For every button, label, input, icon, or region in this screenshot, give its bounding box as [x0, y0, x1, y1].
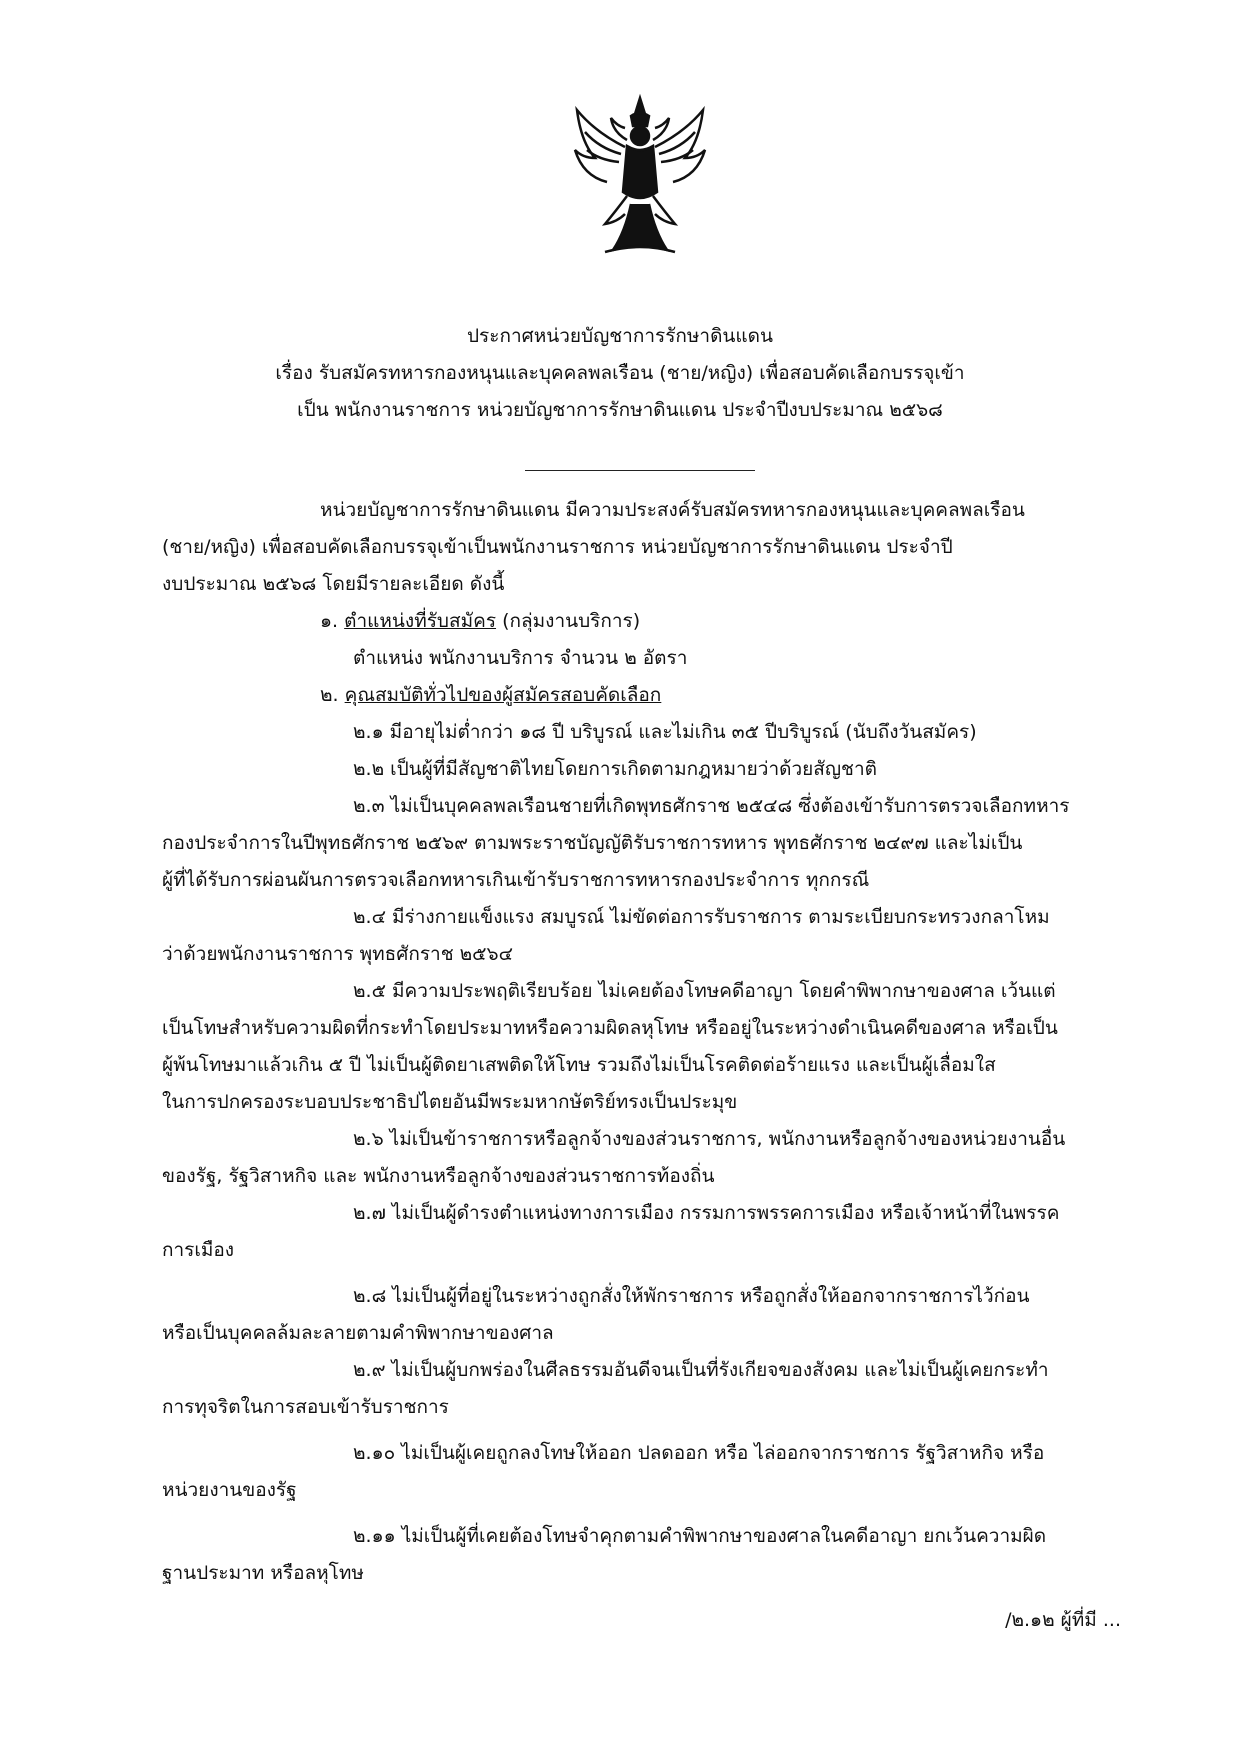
item-2-5-line-2: เป็นโทษสำหรับความผิดที่กระทำโดยประมาทหรือความผิดลหุโทษ หรืออยู่ในระหว่างดำเนินคดีของศาล หรือเป็น	[162, 1017, 1058, 1039]
item-2-2: ๒.๒ เป็นผู้ที่มีสัญชาติไทยโดยการเกิดตามกฎหมายว่าด้วยสัญชาติ	[353, 758, 877, 780]
announcement-title: ประกาศหน่วยบัญชาการรักษาดินแดน	[466, 325, 773, 347]
section-2-heading	[320, 683, 661, 707]
item-2-8-line-2: หรือเป็นบุคคลล้มละลายตามคำพิพากษาของศาล	[162, 1322, 554, 1344]
item-2-8-line-1: ๒.๘ ไม่เป็นผู้ที่อยู่ในระหว่างถูกสั่งให้พักราชการ หรือถูกสั่งให้ออกจากราชการไว้ก่อน	[353, 1285, 1030, 1307]
section-1-number: ๑.	[320, 610, 339, 632]
item-2-7-line-2: การเมือง	[162, 1239, 235, 1261]
item-2-9-line-1: ๒.๙ ไม่เป็นผู้บกพร่องในศีลธรรมอันดีจนเป็นที่รังเกียจของสังคม และไม่เป็นผู้เคยกระทำ	[353, 1359, 1049, 1381]
item-2-9-line-2: การทุจริตในการสอบเข้ารับราชการ	[162, 1396, 449, 1418]
item-2-5-line-3: ผู้พ้นโทษมาแล้วเกิน ๕ ปี ไม่เป็นผู้ติดยาเสพติดให้โทษ รวมถึงไม่เป็นโรคติดต่อร้ายแรง และเป็นผู้เลื่อมใส	[162, 1054, 996, 1076]
announcement-subject-line-1: เรื่อง รับสมัครทหารกองหนุนและบุคคลพลเรือน (ชาย/หญิง) เพื่อสอบคัดเลือกบรรจุเข้า	[275, 362, 965, 384]
intro-line-3: งบประมาณ ๒๕๖๘ โดยมีรายละเอียด ดังนี้	[162, 573, 505, 595]
item-2-6-line-1: ๒.๖ ไม่เป็นข้าราชการหรือลูกจ้างของส่วนราชการ, พนักงานหรือลูกจ้างของหน่วยงานอื่น	[353, 1128, 1066, 1150]
header-divider	[525, 470, 755, 471]
item-2-1: ๒.๑ มีอายุไม่ต่ำกว่า ๑๘ ปี บริบูรณ์ และไม่เกิน ๓๕ ปีบริบูรณ์ (นับถึงวันสมัคร)	[353, 721, 977, 743]
section-2-number: ๒.	[320, 684, 339, 706]
item-2-3-line-1: ๒.๓ ไม่เป็นบุคคลพลเรือนชายที่เกิดพุทธศักราช ๒๕๔๘ ซึ่งต้องเข้ารับการตรวจเลือกทหาร	[353, 795, 1070, 817]
item-2-11-line-2: ฐานประมาท หรือลหุโทษ	[162, 1562, 364, 1584]
section-1-title: ตำแหน่งที่รับสมัคร	[344, 610, 497, 632]
section-1-note: (กลุ่มงานบริการ)	[502, 610, 641, 632]
item-2-7-line-1: ๒.๗ ไม่เป็นผู้ดำรงตำแหน่งทางการเมือง กรรมการพรรคการเมือง หรือเจ้าหน้าที่ในพรรค	[353, 1202, 1060, 1224]
section-2-title: คุณสมบัติทั่วไปของผู้สมัครสอบคัดเลือก	[344, 684, 662, 706]
item-2-3-line-2: กองประจำการในปีพุทธศักราช ๒๕๖๙ ตามพระราชบัญญัติรับราชการทหาร พุทธศักราช ๒๔๙๗ และไม่เป็น	[162, 832, 1023, 854]
garuda-emblem-icon	[565, 92, 715, 262]
item-2-11-line-1: ๒.๑๑ ไม่เป็นผู้ที่เคยต้องโทษจำคุกตามคำพิพากษาของศาลในคดีอาญา ยกเว้นความผิด	[353, 1525, 1047, 1547]
item-2-6-line-2: ของรัฐ, รัฐวิสาหกิจ และ พนักงานหรือลูกจ้างของส่วนราชการท้องถิ่น	[162, 1165, 715, 1187]
item-2-10-line-2: หน่วยงานของรัฐ	[162, 1479, 297, 1501]
section-1-position: ตำแหน่ง พนักงานบริการ จำนวน ๒ อัตรา	[353, 647, 688, 669]
item-2-10-line-1: ๒.๑๐ ไม่เป็นผู้เคยถูกลงโทษให้ออก ปลดออก หรือ ไล่ออกจากราชการ รัฐวิสาหกิจ หรือ	[353, 1442, 1045, 1464]
item-2-3-line-3: ผู้ที่ได้รับการผ่อนผันการตรวจเลือกทหารเกินเข้ารับราชการทหารกองประจำการ ทุกกรณี	[162, 869, 870, 891]
item-2-5-line-4: ในการปกครองระบอบประชาธิปไตยอันมีพระมหากษัตริย์ทรงเป็นประมุข	[162, 1091, 738, 1113]
section-1-heading	[320, 609, 640, 633]
announcement-subject-line-2: เป็น พนักงานราชการ หน่วยบัญชาการรักษาดินแดน ประจำปีงบประมาณ ๒๕๖๘	[297, 399, 943, 421]
item-2-4-line-1: ๒.๔ มีร่างกายแข็งแรง สมบูรณ์ ไม่ขัดต่อการรับราชการ ตามระเบียบกระทรวงกลาโหม	[353, 906, 1050, 928]
intro-line-1: หน่วยบัญชาการรักษาดินแดน มีความประสงค์รับสมัครทหารกองหนุนและบุคคลพลเรือน	[320, 499, 1025, 521]
continuation-marker: /๒.๑๒ ผู้ที่มี ...	[1005, 1609, 1121, 1631]
item-2-5-line-1: ๒.๕ มีความประพฤติเรียบร้อย ไม่เคยต้องโทษคดีอาญา โดยคำพิพากษาของศาล เว้นแต่	[353, 980, 1056, 1002]
intro-line-2: (ชาย/หญิง) เพื่อสอบคัดเลือกบรรจุเข้าเป็นพนักงานราชการ หน่วยบัญชาการรักษาดินแดน ประจำปี	[162, 536, 953, 558]
item-2-4-line-2: ว่าด้วยพนักงานราชการ พุทธศักราช ๒๕๖๔	[162, 943, 513, 965]
